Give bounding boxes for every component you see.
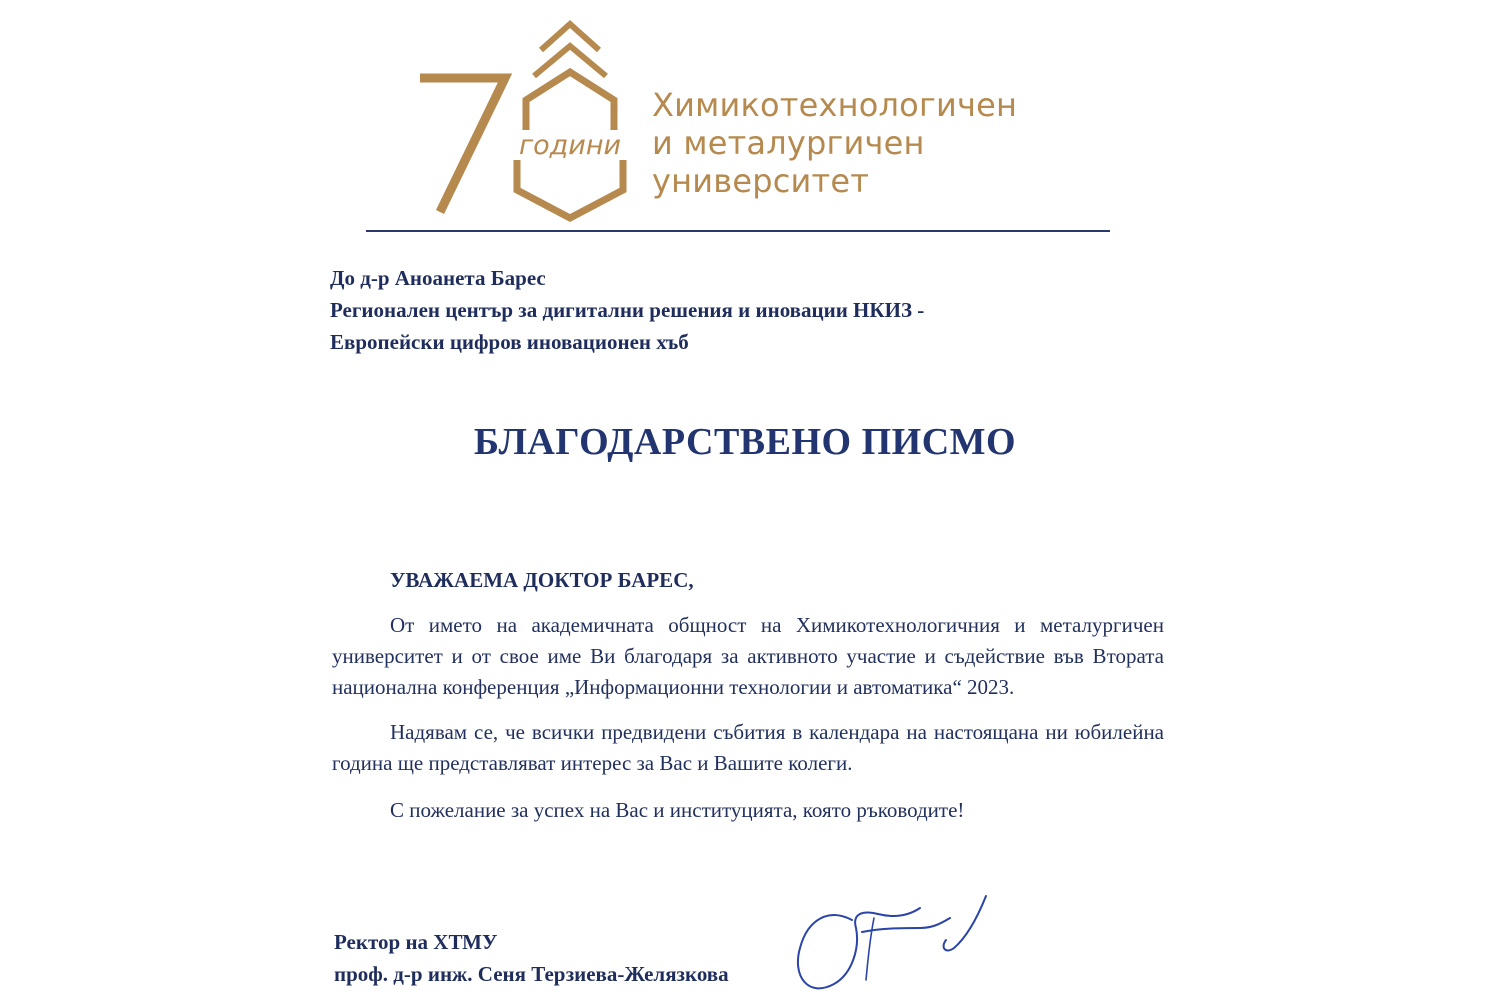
years-label: години: [518, 130, 622, 161]
body-paragraph: С пожелание за успех на Вас и институцията, която ръководите!: [390, 798, 965, 822]
recipient-name: До д-р Аноанета Барес: [330, 266, 546, 290]
salutation: УВАЖАЕМА ДОКТОР БАРЕС,: [390, 568, 694, 592]
handwritten-signature-icon: [790, 888, 1010, 1000]
letter-title-text: БЛАГОДАРСТВЕНО ПИСМО: [473, 421, 1017, 463]
body-paragraph: От името на академичната общност на Химикотехнологичния и металургичен университет и от свое име Ви благодаря за активното участие и съдействие във Втората национална конференция „Информационни технологии и автоматика“ 2023.: [332, 613, 1164, 699]
university-name: [652, 86, 1017, 200]
recipient-block: [330, 262, 924, 358]
university-name-line: и металургичен: [652, 124, 925, 162]
letter-body: [332, 610, 1164, 826]
university-name-line: Химикотехнологичен: [652, 86, 1018, 124]
recipient-organization: Регионален център за дигитални решения и иновации НКИЗ -: [330, 298, 925, 322]
letter-title: [0, 420, 1500, 464]
university-logo: [0, 0, 1500, 240]
recipient-organization-cont: Европейски цифров иновационен хъб: [330, 330, 689, 354]
university-name-line: университет: [652, 162, 870, 200]
jubilee-70-emblem-icon: [0, 0, 700, 240]
signatory-name: проф. д-р инж. Сеня Терзиева-Желязкова: [334, 962, 729, 986]
signatory-role: Ректор на ХТМУ: [334, 930, 498, 954]
header-divider: [366, 230, 1110, 232]
body-paragraph: Надявам се, че всички предвидени събития в календара на настоящана ни юбилейна година ще представляват интерес за Вас и Вашите колеги.: [332, 720, 1164, 775]
signatory-block: [334, 926, 729, 990]
